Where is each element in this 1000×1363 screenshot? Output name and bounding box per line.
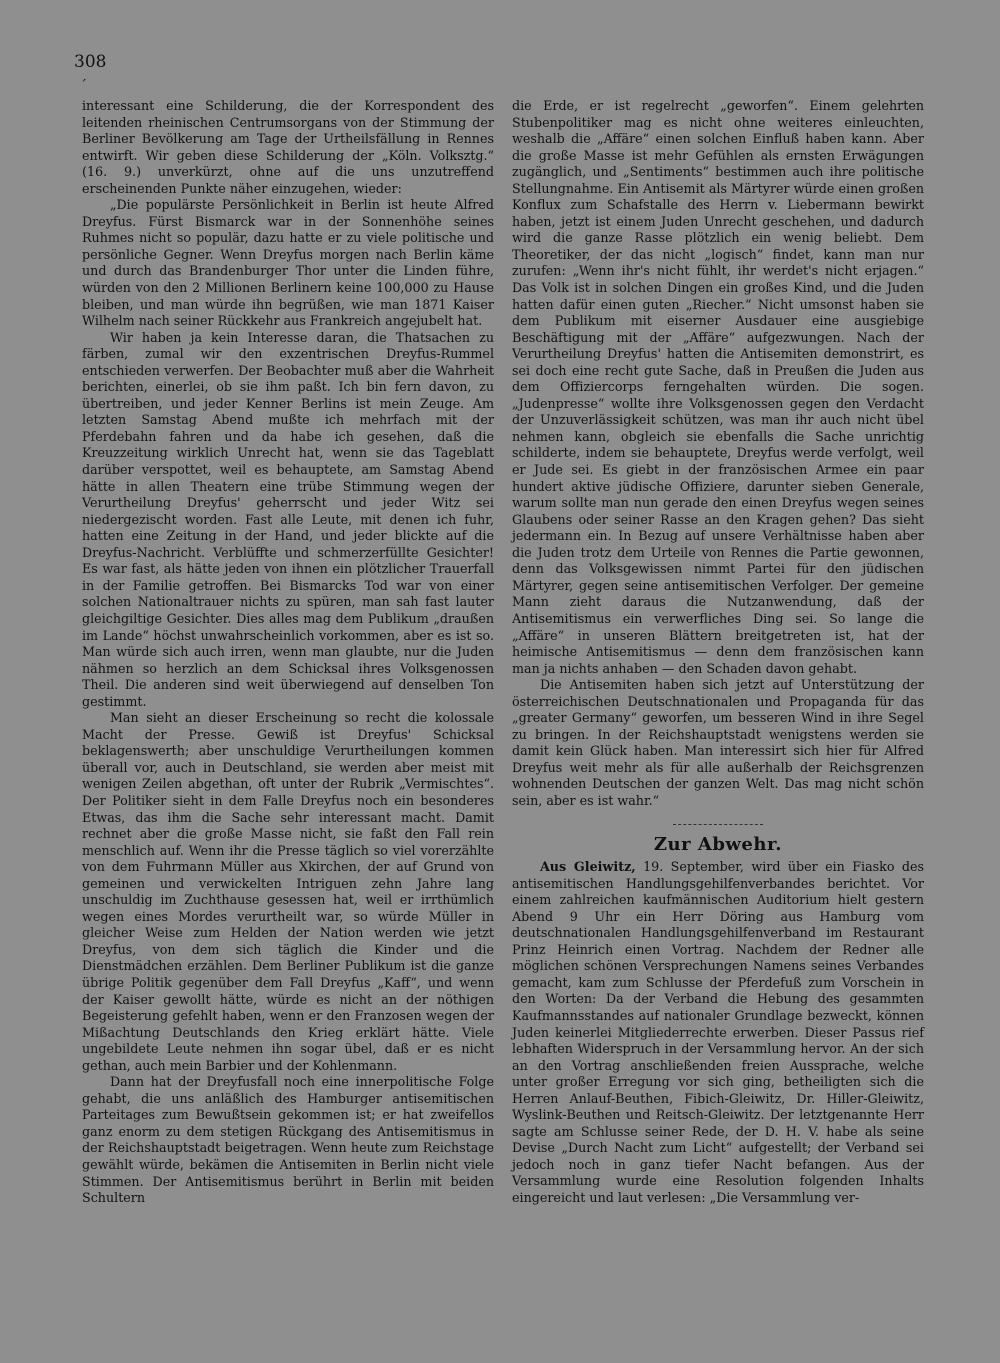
paragraph: die Erde, er ist regelrecht „geworfen“. Einem gelehrten Stubenpolitiker mag es nicht ohne weiteres einleuchten, weshalb die „Affäre“ einen solchen Einfluß haben kann. Aber die große Masse ist mehr Gefühlen als ernsten Erwägungen zugänglich, und „Sentiments“ bestimmen auch ihre politische Stellungnahme. Ein Antisemit als Märtyrer würde einen großen Konflux zum Schafstalle des Herrn v. Liebermann bewirkt haben, jetzt ist einem Juden Unrecht geschehen, und dadurch wird die ganze Rasse plötzlich ein wenig beliebt. Dem Theoretiker, der das nicht „logisch“ findet, kann man nur zurufen: „Wenn ihr's nicht fühlt, ihr werdet's nicht erjagen.“ Das Volk ist in solchen Dingen ein großes Kind, und die Juden hatten dafür einen guten „Riecher.“ Nicht umsonst haben sie dem Publikum mit eiserner Ausdauer eine ausgiebige Beschäftigung mit der „Affäre“ aufgezwungen. Nach der Verurtheilung Dreyfus' hatten die Antisemiten demonstrirt, es sei doch eine recht gute Sache, daß in Preußen die Juden aus dem Offiziercorps ferngehalten würden. Die sogen. „Judenpresse“ wollte ihre Volksgenossen gegen den Verdacht der Unzuverlässigkeit schützen, was man ihr auch nicht übel nehmen kann, obgleich sie ebenfalls die Sache unrichtig schilderte, indem sie behauptete, Dreyfus werde verfolgt, weil er Jude sei. Es giebt in der französischen Armee ein paar hundert aktive jüdische Offiziere, darunter sieben Generale, warum sollte man nun gerade den einen Dreyfus wegen seines Glaubens oder seiner Rasse an den Kragen gehen? Das sieht jedermann ein. In Bezug auf unsere Verhältnisse haben aber die Juden trotz dem Urteile von Rennes die Partie gewonnen, denn das Volksgewissen nimmt Partei für den jüdischen Märtyrer, gegen seine antisemitischen Verfolger. Der gemeine Mann zieht daraus die Nutzanwendung, daß der Antisemitismus ein verwerfliches Ding sei. So lange die „Affäre“ in unseren Blättern breitgetreten ist, hat der heimische Antisemitismus — denn dem französischen kann man ja nichts anhaben — den Schaden davon gehabt. (512, 98, 924, 676)
paragraph: Die Antisemiten haben sich jetzt auf Unterstützung der österreichischen Deutschnationalen und Propaganda für das „greater Germany“ geworfen, um besseren Wind in ihre Segel zu bringen. In der Reichshauptstadt wenigstens werden sie damit kein Glück haben. Man interessirt sich hier für Alfred Dreyfus weit mehr als für alle außerhalb der Reichsgrenzen wohnenden Deutschen der ganzen Welt. Das mag nicht schön sein, aber es ist wahr.“ (512, 677, 924, 808)
section-text: 19. September, wird über ein Fiasko des antisemitischen Handlungsgehilfenverbandes berichtet. Vor einem zahlreichen kaufmännischen Auditorium hielt gestern Abend 9 Uhr ein Herr Döring aus Hamburg vom deutschnationalen Handlungsgehilfenverband im Restaurant Prinz Heinrich einen Vortrag. Nachdem der Redner alle möglichen schönen Versprechungen Namens seines Verbandes gemacht, kam zum Schlusse der Pferdefuß zum Vorschein in den Worten: Da der Verband die Hebung des gesammten Kaufmannsstandes auf nationaler Grundlage bezweckt, können Juden keinerlei Mitgliederrechte erwerben. Dieser Passus rief lebhaften Widerspruch in der Versammlung hervor. An der sich an den Vortrag anschließenden freien Aussprache, welche unter großer Erregung vor sich ging, betheiligten sich die Herren Anlauf-Beuthen, Fibich-Gleiwitz, Dr. Hiller-Gleiwitz, Wyslink-Beuthen und Reitsch-Gleiwitz. Der letztgenannte Herr sagte am Schlusse seiner Rede, der D. H. V. habe als seine Devise „Durch Nacht zum Licht“ aufgestellt; der Verband sei jedoch noch in ganz tiefer Nacht befangen. Aus der Versammlung wurde eine Resolution folgenden Inhalts eingereicht und laut verlesen: „Die Versammlung ver- (512, 859, 924, 1205)
paragraph: Dann hat der Dreyfusfall noch eine innerpolitische Folge gehabt, die uns anläßlich des Hamburger antisemitischen Parteitages zum Bewußtsein gekommen ist; er hat zweifellos ganz enorm zu dem stetigen Rückgang des Antisemitismus in der Reichshauptstadt beigetragen. Wenn heute zum Reichstage gewählt würde, bekämen die Antisemiten in Berlin nicht viele Stimmen. Der Antisemitismus berührt in Berlin mit beiden Schultern (82, 1074, 494, 1206)
page-number: 308 (74, 52, 107, 72)
paragraph: interessant eine Schilderung, die der Korrespondent des leitenden rheinischen Centrumsorgans von der Stimmung der Berliner Bevölkerung am Tage der Urtheilsfällung in Rennes entwirft. Wir geben diese Schilderung der „Köln. Volksztg.“ (16. 9.) unverkürzt, ohne auf die uns unzutreffend erscheinenden Punkte näher einzugehen, wieder: (82, 98, 494, 196)
paragraph: Wir haben ja kein Interesse daran, die Thatsachen zu färben, zumal wir den exzentrischen Dreyfus-Rummel entschieden verwerfen. Der Beobachter muß aber die Wahrheit berichten, einerlei, ob sie ihm paßt. Ich bin fern davon, zu übertreiben, und jeder Kenner Berlins ist mein Zeuge. Am letzten Samstag Abend mußte ich mehrfach mit der Pferdebahn fahren und da habe ich gesehen, daß die Kreuzzeitung wirklich Unrecht hat, wenn sie das Tageblatt darüber verspottet, weil es behauptete, am Samstag Abend hätte in allen Theatern eine trübe Stimmung wegen der Verurtheilung Dreyfus' geherrscht und jeder Witz sei niedergezischt worden. Fast alle Leute, mit denen ich fuhr, hatten eine Zeitung in der Hand, und jeder blickte auf die Dreyfus-Nachricht. Verblüffte und schmerzerfüllte Gesichter! Es war fast, als hätte jeden von ihnen ein plötzlicher Trauerfall in der Familie getroffen. Bei Bismarcks Tod war von einer solchen Nationaltrauer nichts zu spüren, man sah fast lauter gleichgiltige Gesichter. Dies alles mag dem Publikum „draußen im Lande“ höchst unwahrscheinlich vorkommen, aber es ist so. Man würde sich auch irren, wenn man glaubte, nur die Juden nähmen so herzlich an dem Schicksal ihres Volksgenossen Theil. Die anderen sind weit überwiegend auf denselben Ton gestimmt. (82, 329, 494, 709)
section-lead: Aus Gleiwitz, (539, 859, 636, 875)
paragraph: „Die populärste Persönlichkeit in Berlin ist heute Alfred Dreyfus. Fürst Bismarck war in der Sonnenhöhe seines Ruhmes nicht so populär, dazu hatte er zu viele politische und persönliche Gegner. Wenn Dreyfus morgen nach Berlin käme und durch das Brandenburger Thor unter die Linden führe, würden von den 2 Millionen Berlinern keine 100,000 zu Hause bleiben, und man würde ihn begrüßen, wie man 1871 Kaiser Wilhelm nach seiner Rückkehr aus Frankreich angejubelt hat. (82, 197, 494, 329)
section-divider (673, 824, 763, 825)
paragraph: Man sieht an dieser Erscheinung so recht die kolossale Macht der Presse. Gewiß ist Dreyfus' Schicksal beklagenswerth; aber unschuldige Verurtheilungen kommen überall vor, auch in Deutschland, sie werden aber meist mit wenigen Zeilen abgethan, oft unter der Rubrik „Vermischtes“. Der Politiker sieht in dem Falle Dreyfus noch ein besonderes Etwas, das ihm die Sache sehr interessant macht. Damit rechnet aber die große Masse nicht, sie faßt den Fall rein menschlich auf. Wenn ihr die Presse täglich so viel vorerzählte von dem Fuhrmann Müller aus Xkirchen, der auf Grund von gemeinen und verwickelten Intriguen zehn Jahre lang unschuldig im Zuchthause gesessen hat, weil er irrthümlich wegen eines Mordes verurtheilt war, so würde Müller in gleicher Weise zum Helden der Nation werden wie jetzt Dreyfus, von dem sich täglich die Kinder und die Dienstmädchen erzählen. Dem Berliner Publikum ist die ganze übrige Politik gegenüber dem Fall Dreyfus „Kaff“, und wenn der Kaiser gewollt hätte, würde es nicht an der nöthigen Begeisterung gefehlt haben, wenn er den Franzosen wegen der Mißachtung Deutschlands den Krieg erklärt hätte. Viele ungebildete Leute nehmen ihn sogar übel, daß er es nicht gethan, auch mein Barbier und der Kohlenmann. (82, 710, 494, 1073)
section-paragraph (512, 859, 924, 1206)
left-column (82, 98, 494, 1207)
page-mark: ´ (80, 78, 87, 94)
section-heading: Zur Abwehr. (653, 833, 783, 855)
right-column (512, 98, 924, 1207)
